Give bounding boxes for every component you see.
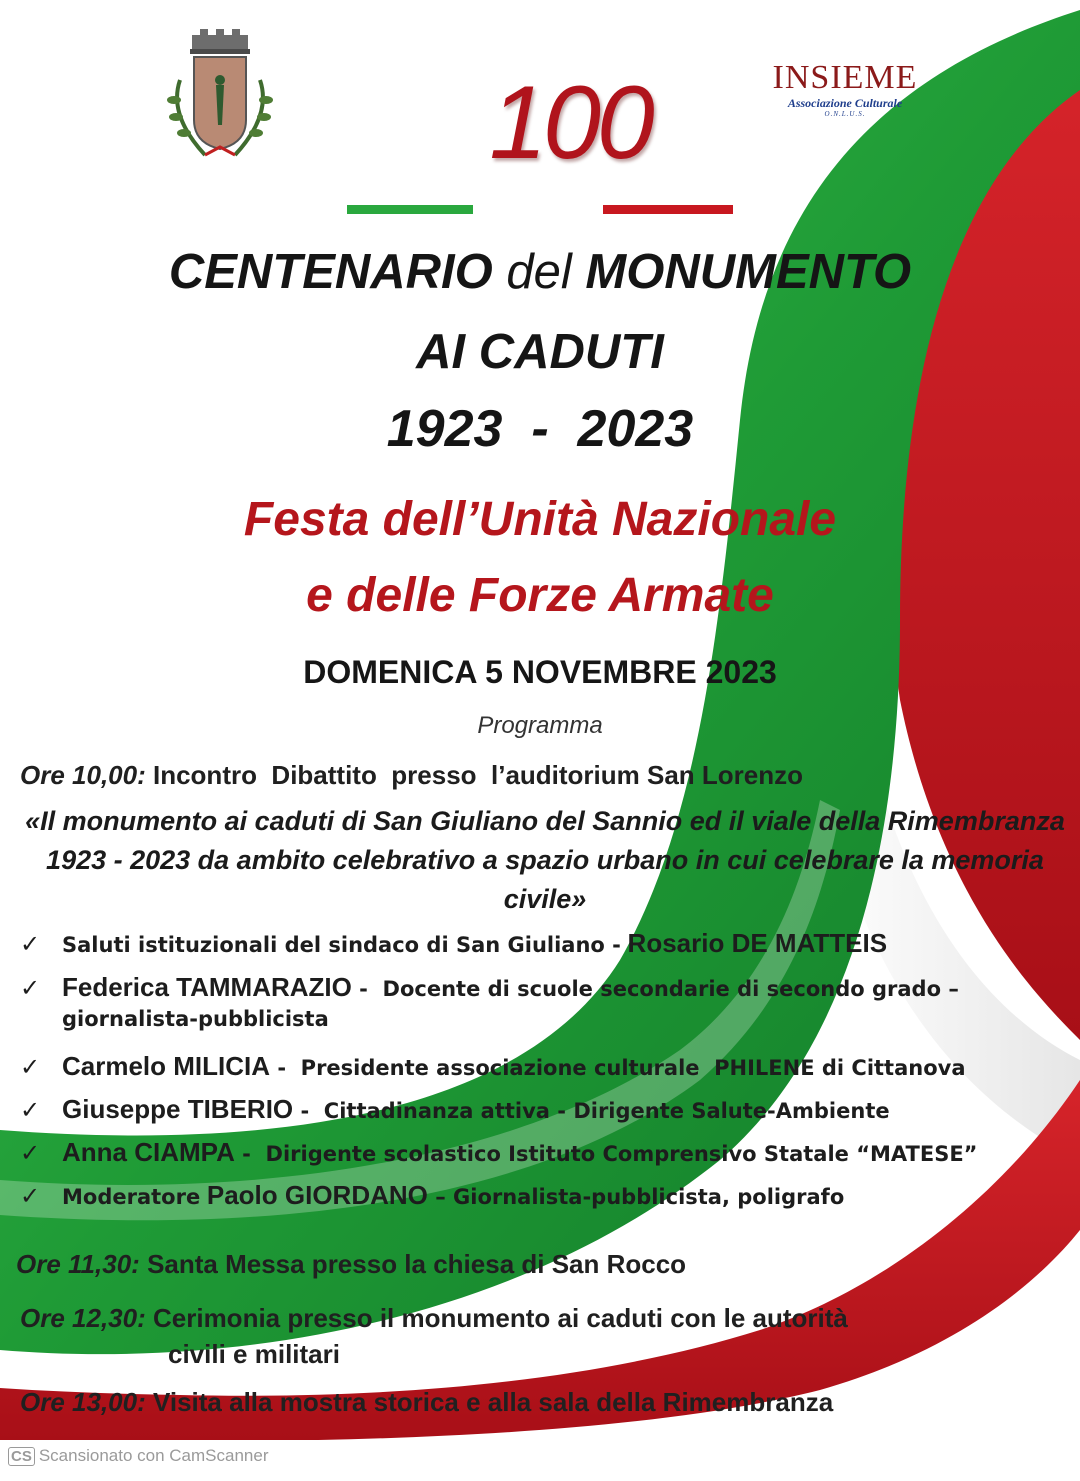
title-monumento: MONUMENTO (585, 245, 912, 299)
speaker-name: Anna CIAMPA (62, 1137, 235, 1167)
association-subtitle: Associazione Culturale (787, 96, 903, 110)
event-1000-text: Incontro Dibattito presso l’auditorium San Lorenzo (152, 760, 804, 790)
festa-line-2: e delle Forze Armate (306, 569, 774, 622)
event-1000 (20, 758, 1070, 792)
title-line-2: AI CADUTI (416, 325, 664, 379)
event-date: DOMENICA 5 NOVEMBRE 2023 (303, 654, 777, 690)
checkmark-icon: ✓ (20, 1053, 41, 1081)
camscanner-watermark (8, 1446, 268, 1466)
speaker-prefix: Saluti istituzionali del sindaco di San Giuliano - (62, 933, 621, 957)
association-logo (770, 60, 920, 118)
camscanner-text: Scansionato con CamScanner (38, 1446, 269, 1465)
event-1230 (20, 1301, 1070, 1335)
speaker-item (20, 972, 1060, 1034)
green-divider (347, 205, 473, 214)
speaker-desc-cont: giornalista-pubblicista (62, 1007, 329, 1031)
municipal-crest-icon (150, 25, 290, 170)
speaker-desc: – Giornalista-pubblicista, poligrafo (427, 1185, 845, 1209)
checkmark-icon: ✓ (20, 1096, 41, 1124)
checkmark-icon: ✓ (20, 1182, 41, 1210)
festa-line-1: Festa dell’Unità Nazionale (243, 493, 837, 546)
title-del: del (506, 245, 572, 299)
speaker-item (20, 1137, 1060, 1169)
checkmark-icon: ✓ (20, 1139, 41, 1167)
speaker-name: Carmelo MILICIA (62, 1051, 271, 1081)
checkmark-icon: ✓ (20, 974, 41, 1002)
speaker-name: Giuseppe TIBERIO (62, 1094, 294, 1124)
association-name: INSIEME (772, 59, 918, 96)
event-1230-text-cont: civili e militari (168, 1339, 340, 1369)
speaker-desc: - Presidente associazione culturale PHILENE di Cittanova (270, 1056, 966, 1080)
title-line-1 (60, 242, 1020, 302)
speaker-item (20, 928, 1060, 960)
event-1230-text: Cerimonia presso il monumento ai caduti con le autorità (152, 1303, 848, 1333)
event-1230-time: Ore 12,30: (20, 1303, 146, 1333)
camscanner-badge: CS (8, 1447, 35, 1466)
speaker-item (20, 1051, 1060, 1083)
programma-label: Programma (477, 712, 603, 739)
speaker-name: Federica TAMMARAZIO (62, 972, 352, 1002)
red-divider (603, 205, 733, 214)
speaker-desc: - Dirigente scolastico Istituto Comprensivo Statale “MATESE” (234, 1142, 978, 1166)
speaker-desc: - Cittadinanza attiva - Dirigente Salute-Ambiente (293, 1099, 890, 1123)
association-onlus: O.N.L.U.S. (824, 110, 866, 118)
debate-title-quote: «Il monumento ai caduti di San Giuliano del Sannio ed il viale della Rimembranza 1923 - 2023 da ambito celebrativo a spazio urbano in cui celebrare la memoria civile» (25, 806, 1065, 914)
checkmark-icon: ✓ (20, 930, 41, 958)
title-centenario: CENTENARIO (168, 245, 493, 299)
centenary-number: 100 (489, 65, 651, 181)
event-1130-time: Ore 11,30: (16, 1249, 140, 1279)
speaker-name: Rosario DE MATTEIS (627, 928, 888, 958)
speaker-item (20, 1180, 1060, 1212)
speaker-item (20, 1094, 1060, 1126)
event-1300-text: Visita alla mostra storica e alla sala della Rimembranza (152, 1387, 834, 1417)
event-1000-time: Ore 10,00: (20, 760, 146, 790)
speaker-prefix: Moderatore (62, 1185, 201, 1209)
title-years: 1923 - 2023 (386, 400, 694, 458)
speaker-desc: - Docente di scuole secondarie di secondo grado – (351, 977, 959, 1001)
event-1300 (20, 1385, 1070, 1419)
event-1130-text: Santa Messa presso la chiesa di San Rocco (147, 1249, 687, 1279)
event-1130 (16, 1247, 1066, 1281)
event-1300-time: Ore 13,00: (20, 1387, 146, 1417)
speaker-name: Paolo GIORDANO (206, 1180, 428, 1210)
